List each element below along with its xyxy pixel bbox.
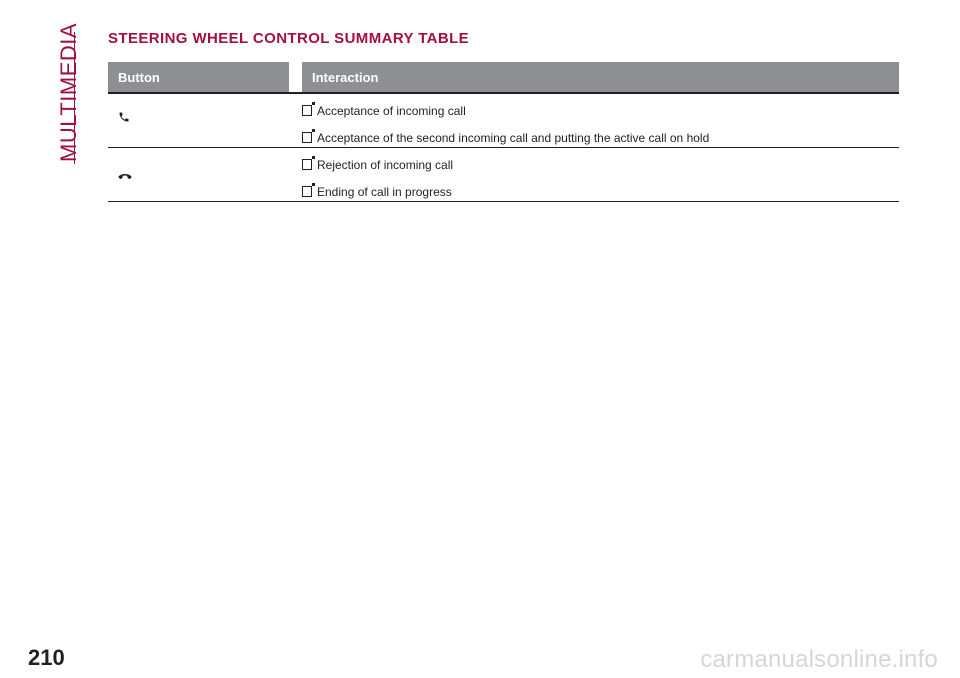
page-title: STEERING WHEEL CONTROL SUMMARY TABLE [108, 30, 470, 47]
table-row [108, 148, 899, 202]
header-interaction: Interaction [302, 62, 899, 92]
item-text: Ending of call in progress [317, 184, 452, 199]
list-item [302, 129, 899, 146]
checkbox-bullet-icon [302, 132, 312, 143]
phone-hangup-icon [118, 169, 132, 187]
page-number: 210 [28, 645, 65, 670]
table-row [108, 94, 899, 148]
button-cell [108, 148, 302, 201]
list-item [302, 102, 899, 119]
summary-table [108, 62, 899, 202]
checkbox-bullet-icon [302, 186, 312, 197]
checkbox-bullet-icon [302, 105, 312, 116]
table-header [108, 62, 899, 92]
interaction-cell [302, 148, 899, 201]
watermark: carmanualsonline.info [700, 646, 938, 673]
header-button: Button [108, 62, 289, 92]
button-cell [108, 94, 302, 147]
item-text: Rejection of incoming call [317, 157, 454, 172]
interaction-cell [302, 94, 899, 147]
checkbox-bullet-icon [302, 159, 312, 170]
section-side-label: MULTIMEDIA [56, 22, 81, 162]
phone-answer-icon [118, 110, 130, 128]
list-item [302, 156, 899, 173]
item-text: Acceptance of the second incoming call and putting the active call on hold [317, 130, 710, 145]
item-text: Acceptance of incoming call [317, 103, 466, 118]
list-item [302, 183, 899, 200]
